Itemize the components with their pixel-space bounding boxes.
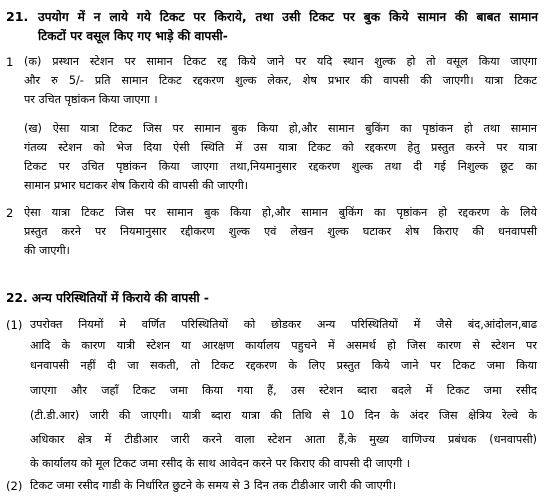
section-21-item-kha-line-4: सामान प्रभार घटाकर शेष किराये की वापसी की जाएगी। bbox=[24, 179, 248, 192]
section-22-item-1-line-5: (टी.डी.आर) जारी की जाएगी। यात्री ब्दारा यात्रा की तिथि से 10 दिन के अंदर जिस क्षेत्रिय रेल्वे के bbox=[30, 409, 537, 422]
section-22-item-1-line-6: अधिकार क्षेत्र में टीडीआर जारी करने वाला स्टेशन आता हैं,के मुख्य वाणिज्य प्रबंधक (धनवापसी) bbox=[30, 433, 537, 446]
section-22-item-1-line-3: धनवापसी नहीं दी जा सकती, तो टिकट रद्दकरण के लिए प्रस्तुत किये जाने पर टिकट जमा किया bbox=[30, 359, 537, 372]
section-21-item-kha-line-2: गंतव्य स्टेशन को भेज दिया ऐसी स्थिति में उस यात्रा टिकट को रद्दकरण हेतु प्रस्तुत करने पर यात्रा bbox=[24, 141, 537, 154]
section-21-number: 21. bbox=[6, 9, 29, 24]
section-22-item-1-line-4: जाएगा और जहाँ टिकट जमा किया गया हैं, उस स्टेशन ब्दारा बदले में टिकट जमा रसीद bbox=[30, 384, 537, 397]
section-21-title-line-2: टिकटों पर वसूल किए गए भाड़े की वापसी- bbox=[38, 29, 228, 43]
section-22-title: 22. अन्य परिस्थितियों में किराये की वापसी - bbox=[6, 291, 209, 305]
section-22-item-1-number: (1) bbox=[6, 318, 23, 332]
section-21-item-1-number: 1 bbox=[6, 55, 14, 69]
section-21-item-2-line-1: ऐसा यात्रा टिकट जिस पर सामान बुक किया हो,और सामान बुकिंग का पृष्ठांकन हो रद्दकरण के लिये bbox=[24, 206, 537, 219]
section-22-item-1-line-7: के कार्यालय को मूल टिकट जमा रसीद के साथ आवेदन करने पर किराए की वापसी दी जाएगी । bbox=[30, 457, 410, 470]
section-21-item-1-line-1: (क) प्रस्थान स्टेशन पर सामान टिकट रद्द किये जाने पर यदि स्थान शुल्क हो तो वसूल किया जाएगा bbox=[24, 55, 537, 68]
section-21-item-1-line-2: और रु 5/- प्रति सामान टिकट रद्दकरण शुल्क लेकर, शेष प्रभार की वापसी की जाएगी। यात्रा टिकट bbox=[24, 74, 537, 87]
section-22-item-1-line-2: आदि के कारण यात्री स्टेशन या आरक्षण कार्यालय पहुचने में असमर्थ हो जिस कारण से स्टेशन पर bbox=[30, 339, 537, 352]
section-21-item-kha-line-3: टिकट पर उचित पृष्ठांकन किया जाएगा तथा,नियमानुसार रद्दकरण शुल्क तथा दी गई निशुल्क छूट का bbox=[24, 160, 537, 173]
section-21-item-2-number: 2 bbox=[6, 206, 14, 220]
section-21-item-kha-line-1: (ख) ऐसा यात्रा टिकट जिस पर सामान बुक किया हो,और सामान बुकिंग का पृष्ठांकन हो तथा सामान bbox=[24, 122, 537, 135]
section-21-item-1-line-3: पर उचित पृष्ठांकन किया जाएगा । bbox=[24, 93, 158, 106]
section-22-item-2-number: (2) bbox=[6, 479, 23, 493]
section-21-item-2-line-3: की जाएगी। bbox=[24, 244, 70, 257]
section-21-item-2-line-2: प्रस्तुत करने पर नियमानुसार रद्दीकरण शुल्क एवं लेखन शुल्क घटाकर शेष किराए की धनवापसी bbox=[24, 225, 537, 238]
section-22-item-2-text: टिकट जमा रसीद गाडी के निर्धारित छुटने के समय से 3 दिन तक टीडीआर जारी की जाएगी। bbox=[30, 479, 397, 492]
section-21-title-line-1: उपयोग में न लाये गये टिकट पर किराये, तथा उसी टिकट पर बुक किये सामान की बाबत सामान bbox=[38, 10, 538, 24]
section-22-item-1-line-1: उपरोक्त नियमों मे वर्णित परिस्थितियों को छोडकर अन्य परिस्थितियों में जैसे बंद,आंदोलन,बाढ bbox=[30, 318, 537, 331]
